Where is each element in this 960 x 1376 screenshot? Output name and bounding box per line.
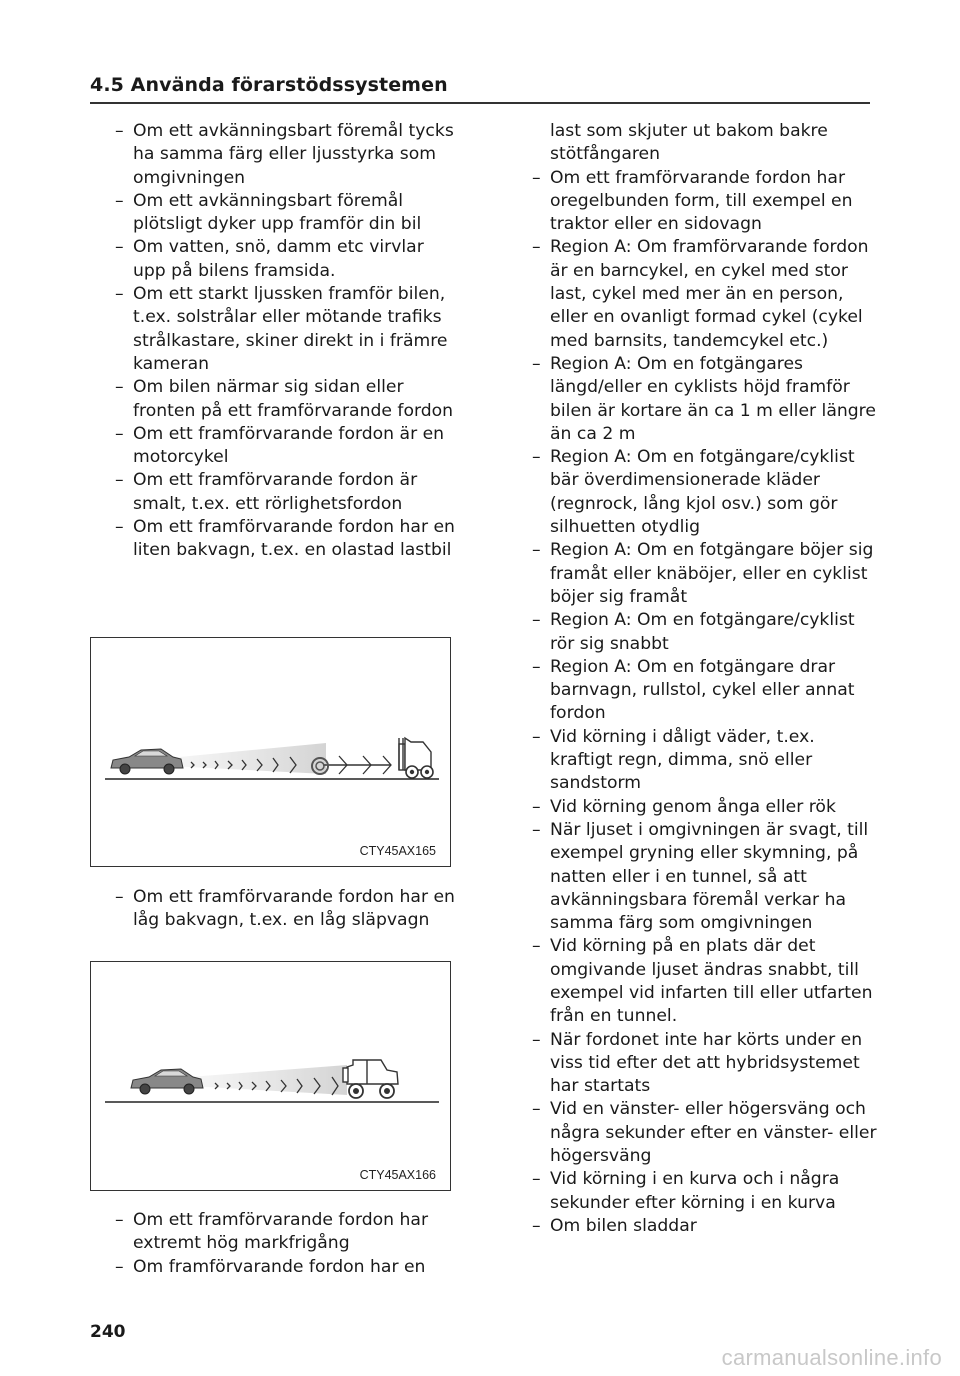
list-item: – Region A: Om framförvarande fordon är en barncykel, en cykel med stor last, cykel med mer än en person, eller en ovanligt formad cykel (cykel med barnsits, tandemcykel etc.) — [532, 236, 882, 352]
list-item: – Om ett avkänningsbart föremål plötsligt dyker upp framför din bil — [115, 190, 460, 237]
left-column-list-mid — [115, 886, 460, 933]
list-item: – När ljuset i omgivningen är svagt, till exempel gryning eller skymning, på natten eller i en tunnel, så att avkänningsbara föremål verkar ha samma färg som omgivningen — [532, 819, 882, 935]
list-item-continuation: last som skjuter ut bakom bakre stötfångaren — [550, 121, 828, 165]
section-title: 4.5 Använda förarstödssystemen — [90, 74, 448, 96]
list-item: – Vid körning på en plats där det omgivande ljuset ändras snabbt, till exempel vid infarten till eller utfarten från en tunnel. — [532, 935, 882, 1028]
list-item: – Vid körning i dåligt väder, t.ex. kraftigt regn, dimma, snö eller sandstorm — [532, 726, 882, 796]
list-item: – Region A: Om en fotgängares längd/eller en cyklists höjd framför bilen är kortare än ca 1 m eller längre än ca 2 m — [532, 353, 882, 446]
right-column-list — [532, 120, 882, 1238]
header-divider — [90, 102, 870, 104]
figure-code: CTY45AX165 — [359, 844, 436, 858]
list-item: – Om ett starkt ljussken framför bilen, t.ex. solstrålar eller mötande trafiks strålkastare, skiner direkt in i främre kameran — [115, 283, 460, 376]
list-item: – Om ett avkänningsbart föremål tycks ha samma färg eller ljusstyrka som omgivningen — [115, 120, 460, 190]
list-item: – Om ett framförvarande fordon har en liten bakvagn, t.ex. en olastad lastbil — [115, 516, 460, 563]
car-suv-drawing — [91, 962, 452, 1192]
list-item: – Om vatten, snö, damm etc virvlar upp på bilens framsida. — [115, 236, 460, 283]
list-item: – Om ett framförvarande fordon har oregelbunden form, till exempel en traktor eller en sidovagn — [532, 167, 882, 237]
list-item: – Region A: Om en fotgängare/cyklist bär överdimensionerade kläder (regnrock, lång kjol osv.) som gör silhuetten otydlig — [532, 446, 882, 539]
illustration-car-suv — [90, 961, 451, 1191]
list-item: – Region A: Om en fotgängare/cyklist rör sig snabbt — [532, 609, 882, 656]
list-item: – Om ett framförvarande fordon är smalt, t.ex. ett rörlighetsfordon — [115, 469, 460, 516]
list-item: – Om framförvarande fordon har en — [115, 1256, 460, 1279]
list-item: – När fordonet inte har körts under en viss tid efter det att hybridsystemet har startats — [532, 1029, 882, 1099]
list-item: – Region A: Om en fotgängare böjer sig framåt eller knäböjer, eller en cyklist böjer sig framåt — [532, 539, 882, 609]
left-column-list-top — [115, 120, 460, 563]
left-column-list-bottom — [115, 1209, 460, 1279]
list-item: – Om ett framförvarande fordon har extremt hög markfrigång — [115, 1209, 460, 1256]
list-item: – Om bilen närmar sig sidan eller fronten på ett framförvarande fordon — [115, 376, 460, 423]
list-item: – Om ett framförvarande fordon är en motorcykel — [115, 423, 460, 470]
page-number: 240 — [90, 1322, 126, 1342]
car-truck-drawing — [91, 638, 452, 868]
illustration-car-truck — [90, 637, 451, 867]
list-item: – Vid körning i en kurva och i några sekunder efter körning i en kurva — [532, 1168, 882, 1215]
list-item: – Om ett framförvarande fordon har en låg bakvagn, t.ex. en låg släpvagn — [115, 886, 460, 933]
list-item: – Vid körning genom ånga eller rök — [532, 796, 882, 819]
list-item: – Vid en vänster- eller högersväng och några sekunder efter en vänster- eller högersväng — [532, 1098, 882, 1168]
watermark: carmanualsonline.info — [721, 1345, 942, 1370]
list-item: – Region A: Om en fotgängare drar barnvagn, rullstol, cykel eller annat fordon — [532, 656, 882, 726]
list-item: – Om bilen sladdar — [532, 1215, 882, 1238]
figure-code: CTY45AX166 — [359, 1168, 436, 1182]
